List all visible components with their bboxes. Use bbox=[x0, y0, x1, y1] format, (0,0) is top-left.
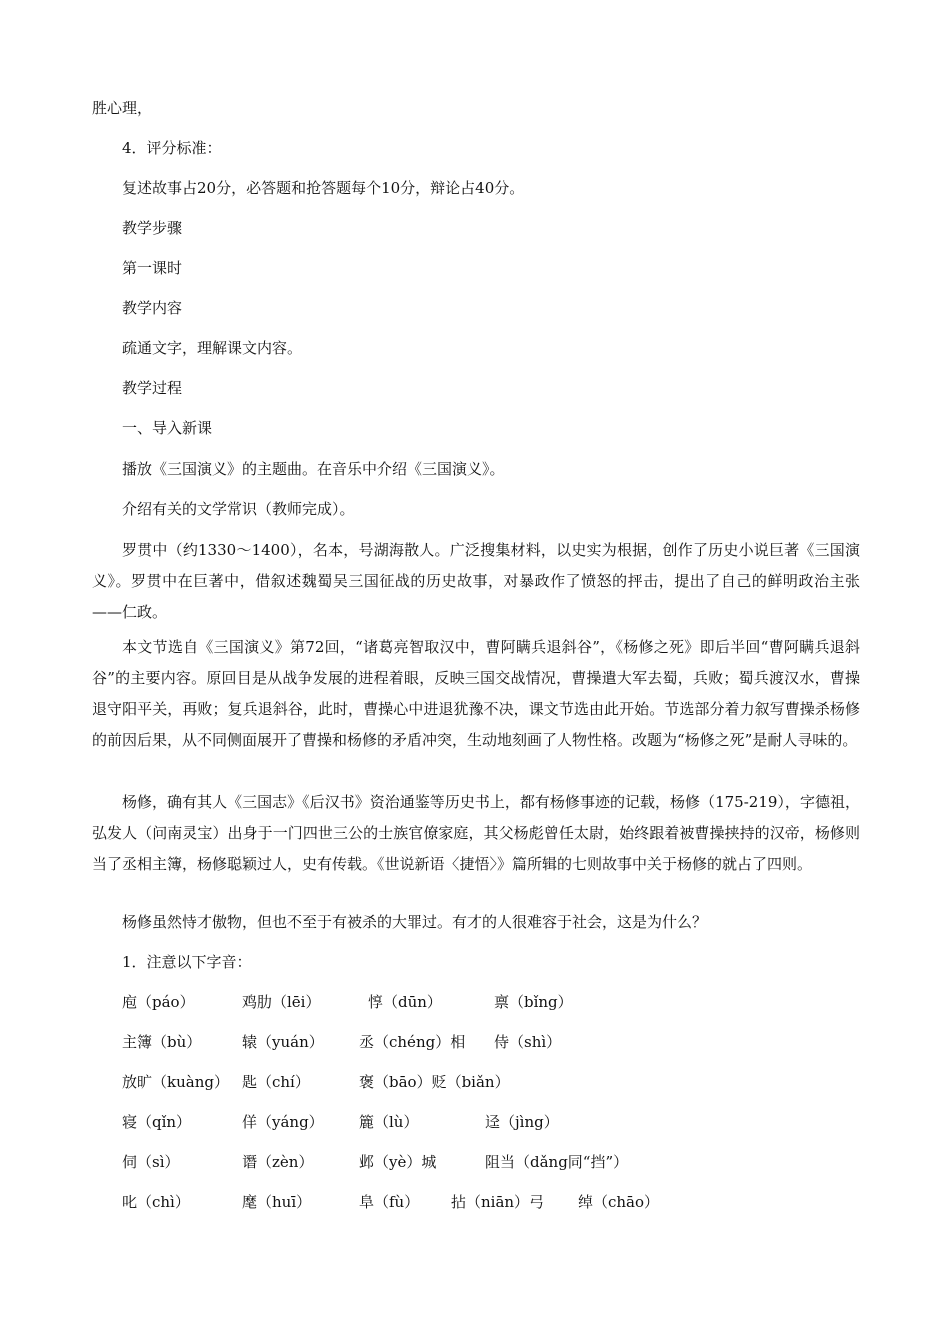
section-heading: 教学步骤 bbox=[122, 219, 183, 237]
text-line: 介绍有关的文学常识（教师完成）。 bbox=[122, 500, 355, 518]
pronunciation-item: 迳（jìng） bbox=[485, 1113, 559, 1131]
text-line: 播放《三国演义》的主题曲。在音乐中介绍《三国演义》。 bbox=[122, 460, 505, 478]
section-heading: 教学内容 bbox=[122, 299, 183, 317]
paragraph-yangxiu: 杨修，确有其人《三国志》《后汉书》资治通鉴等历史书上，都有杨修事迹的记载，杨修（175-219），字德祖，弘发人（问南灵宝）出身于一门四世三公的士族官僚家庭，其父杨彪曾任太尉，始终跟着被曹操挟持的汉帝，杨修则当了丞相主簿，杨修聪颖过人，史有传载。《世说新语〈捷悟〉》篇所辑的七则故事中关于杨修的就占了四则。 bbox=[92, 793, 860, 873]
pronunciation-item: 叱（chì） bbox=[122, 1193, 190, 1211]
pronunciation-item: 邺（yè）城 bbox=[359, 1153, 437, 1171]
paragraph-source: 本文节选自《三国演义》第72回，“诸葛亮智取汉中，曹阿瞒兵退斜谷”，《杨修之死》即后半回“曹阿瞒兵退斜谷”的主要内容。原回目是从战争发展的进程着眼，反映三国交战情况，曹操遣大军去蜀，兵败；蜀兵渡汉水，曹操退守阳平关，再败；复兵退斜谷，此时，曹操心中进退犹豫不决，课文节选由此开始。节选部分着力叙写曹操杀杨修的前因后果，从不同侧面展开了曹操和杨修的矛盾冲突，生动地刻画了人物性格。改题为“杨修之死”是耐人寻味的。 bbox=[92, 638, 860, 749]
pronunciation-item: 簏（lù） bbox=[359, 1113, 419, 1131]
pronunciation-heading: 1．注意以下字音： bbox=[122, 953, 252, 971]
text-line: 胜心理， bbox=[92, 99, 153, 117]
pronunciation-item: 禀（bǐng） bbox=[494, 993, 573, 1011]
pronunciation-item: 褒（bāo）贬（biǎn） bbox=[359, 1073, 510, 1091]
pronunciation-item: 伺（sì） bbox=[122, 1153, 180, 1171]
pronunciation-item: 辕（yuán） bbox=[242, 1033, 324, 1051]
pronunciation-item: 主簿（bù） bbox=[122, 1033, 202, 1051]
section-heading: 教学过程 bbox=[122, 379, 183, 397]
pronunciation-item: 麾（huī） bbox=[242, 1193, 312, 1211]
pronunciation-item: 佯（yáng） bbox=[242, 1113, 324, 1131]
pronunciation-item: 绰（chāo） bbox=[578, 1193, 660, 1211]
section-heading: 一、导入新课 bbox=[122, 419, 213, 437]
question-text: 杨修虽然恃才傲物，但也不至于有被杀的大罪过。有才的人很难容于社会，这是为什么？ bbox=[122, 913, 708, 931]
pronunciation-item: 鸡肋（lēi） bbox=[242, 993, 321, 1011]
pronunciation-item: 拈（niān）弓 bbox=[451, 1193, 545, 1211]
pronunciation-item: 匙（chí） bbox=[242, 1073, 310, 1091]
pronunciation-item: 阜（fù） bbox=[359, 1193, 420, 1211]
pronunciation-item: 侍（shì） bbox=[494, 1033, 562, 1051]
pronunciation-item: 谮（zèn） bbox=[242, 1153, 314, 1171]
text-line: 复述故事占20分，必答题和抢答题每个10分，辩论占40分。 bbox=[122, 179, 525, 197]
text-line: 疏通文字，理解课文内容。 bbox=[122, 339, 303, 357]
text-line: 4．评分标准： bbox=[122, 139, 222, 157]
paragraph-author: 罗贯中（约1330～1400），名本，号湖海散人。广泛搜集材料，以史实为根据，创作了历史小说巨著《三国演义》。罗贯中在巨著中，借叙述魏蜀吴三国征战的历史故事，对暴政作了愤怒的抨击，提出了自己的鲜明政治主张——仁政。 bbox=[92, 541, 860, 621]
pronunciation-item: 丞（chéng）相 bbox=[359, 1033, 466, 1051]
pronunciation-item: 庖（páo） bbox=[122, 993, 195, 1011]
pronunciation-item: 阻当（dǎng同“挡”） bbox=[485, 1153, 629, 1171]
pronunciation-item: 放旷（kuàng） bbox=[122, 1073, 229, 1091]
pronunciation-item: 寝（qǐn） bbox=[122, 1113, 192, 1131]
pronunciation-item: 惇（dūn） bbox=[368, 993, 442, 1011]
section-heading: 第一课时 bbox=[122, 259, 183, 277]
